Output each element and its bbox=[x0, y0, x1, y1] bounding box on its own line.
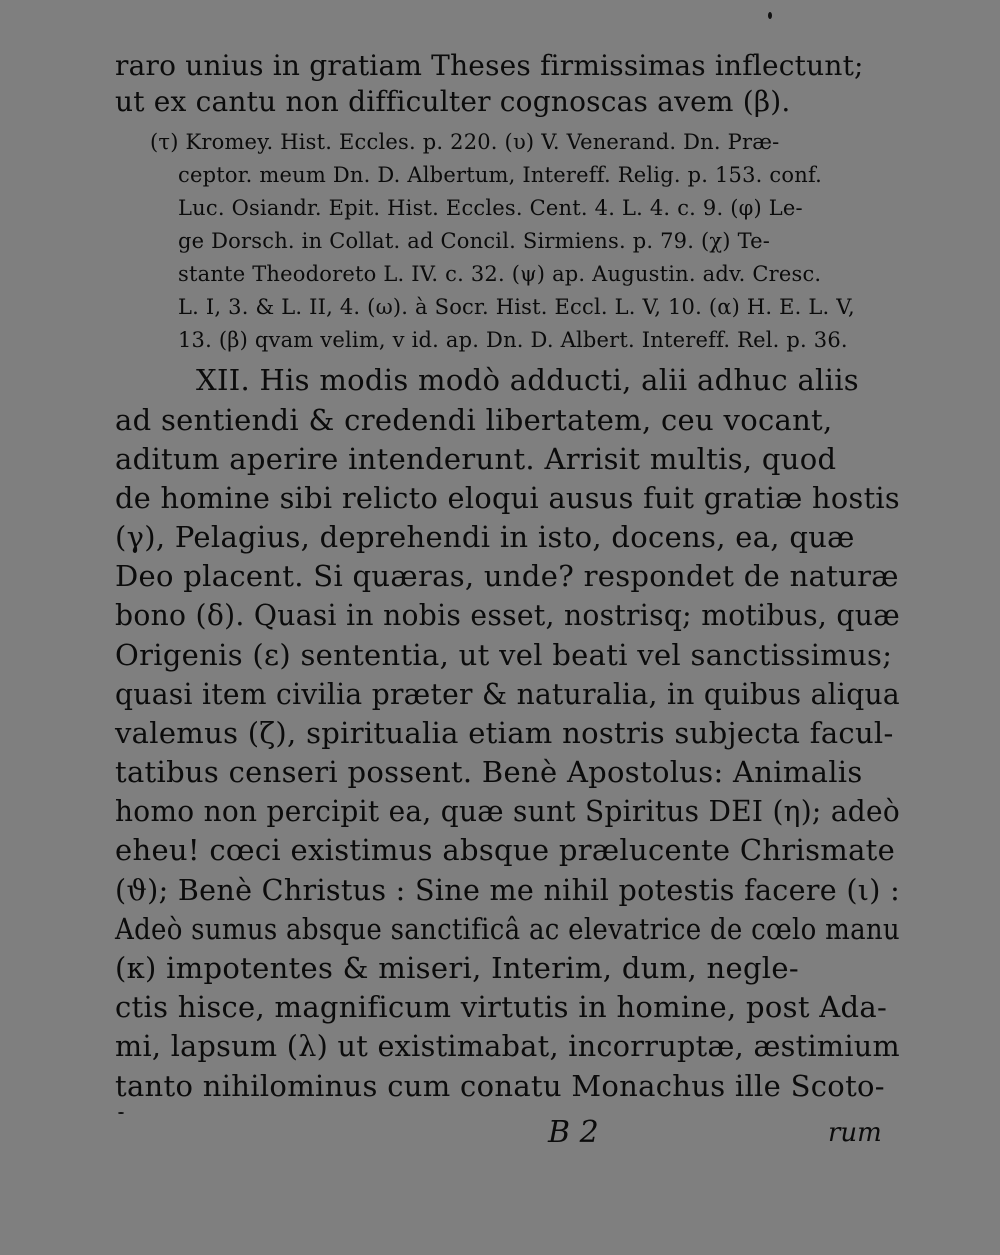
footnote-line: ge Dorsch. in Collat. ad Concil. Sirmiens. p. 79. (χ) Te- bbox=[178, 229, 771, 253]
text-line: de homine sibi relicto eloqui ausus fuit gratiæ hostis bbox=[115, 481, 900, 515]
text-line: Adeò sumus absque sanctificâ ac elevatrice de cœlo manu bbox=[115, 912, 900, 946]
text-line: ad sentiendi & credendi libertatem, ceu vocant, bbox=[115, 403, 833, 437]
text-line: valemus (ζ), spiritualia etiam nostris subjecta facul- bbox=[115, 716, 894, 750]
text-line: Deo placent. Si quæras, unde? respondet de naturæ bbox=[115, 559, 899, 593]
footnote-line: L. I, 3. & L. II, 4. (ω). à Socr. Hist. Eccl. L. V, 10. (α) H. E. L. V, bbox=[178, 295, 855, 319]
signature-mark: B 2 bbox=[548, 1115, 599, 1150]
catchword: rum bbox=[828, 1118, 882, 1148]
text-line: eheu! cœci existimus absque prælucente Chrismate bbox=[115, 833, 896, 867]
text-line: (γ), Pelagius, deprehendi in isto, docens, ea, quæ bbox=[115, 520, 855, 554]
text-line: XII. His modis modò adducti, alii adhuc aliis bbox=[196, 363, 859, 397]
text-line: ut ex cantu non difficulter cognoscas avem (β). bbox=[115, 85, 791, 118]
text-line: ctis hisce, magnificum virtutis in homine, post Ada- bbox=[115, 990, 888, 1024]
footnote-line: 13. (β) qvam velim, v id. ap. Dn. D. Albert. Intereff. Rel. p. 36. bbox=[178, 328, 848, 352]
text-line: (ϑ); Benè Christus : Sine me nihil potestis facere (ι) : bbox=[115, 873, 901, 907]
text-line: homo non percipit ea, quæ sunt Spiritus DEI (η); adeò bbox=[115, 794, 900, 828]
footnote-line: (τ) Kromey. Hist. Eccles. p. 220. (υ) V. Venerand. Dn. Præ- bbox=[150, 130, 780, 154]
footnote-line: Luc. Osiandr. Epit. Hist. Eccles. Cent. 4. L. 4. c. 9. (φ) Le- bbox=[178, 196, 803, 220]
text-line: mi, lapsum (λ) ut existimabat, incorruptæ, æstimium bbox=[115, 1029, 900, 1063]
ink-speck bbox=[768, 12, 772, 19]
text-line: bono (δ). Quasi in nobis esset, nostrisq; motibus, quæ bbox=[115, 598, 900, 632]
text-line: aditum aperire intenderunt. Arrisit multis, quod bbox=[115, 442, 837, 476]
footnote-line: stante Theodoreto L. IV. c. 32. (ψ) ap. Augustin. adv. Cresc. bbox=[178, 262, 822, 286]
text-line: quasi item civilia præter & naturalia, in quibus aliqua bbox=[115, 677, 900, 711]
footnote-line: ceptor. meum Dn. D. Albertum, Intereff. Relig. p. 153. conf. bbox=[178, 163, 823, 187]
text-line: tanto nihilominus cum conatu Monachus ille Scoto- bbox=[115, 1069, 885, 1103]
text-line: raro unius in gratiam Theses firmissimas inflectunt; bbox=[115, 49, 864, 82]
ink-speck bbox=[118, 1112, 124, 1114]
text-line: (κ) impotentes & miseri, Interim, dum, negle- bbox=[115, 951, 799, 985]
text-line: Origenis (ε) sententia, ut vel beati vel sanctissimus; bbox=[115, 638, 893, 672]
text-line: tatibus censeri possent. Benè Apostolus: Animalis bbox=[115, 755, 863, 789]
